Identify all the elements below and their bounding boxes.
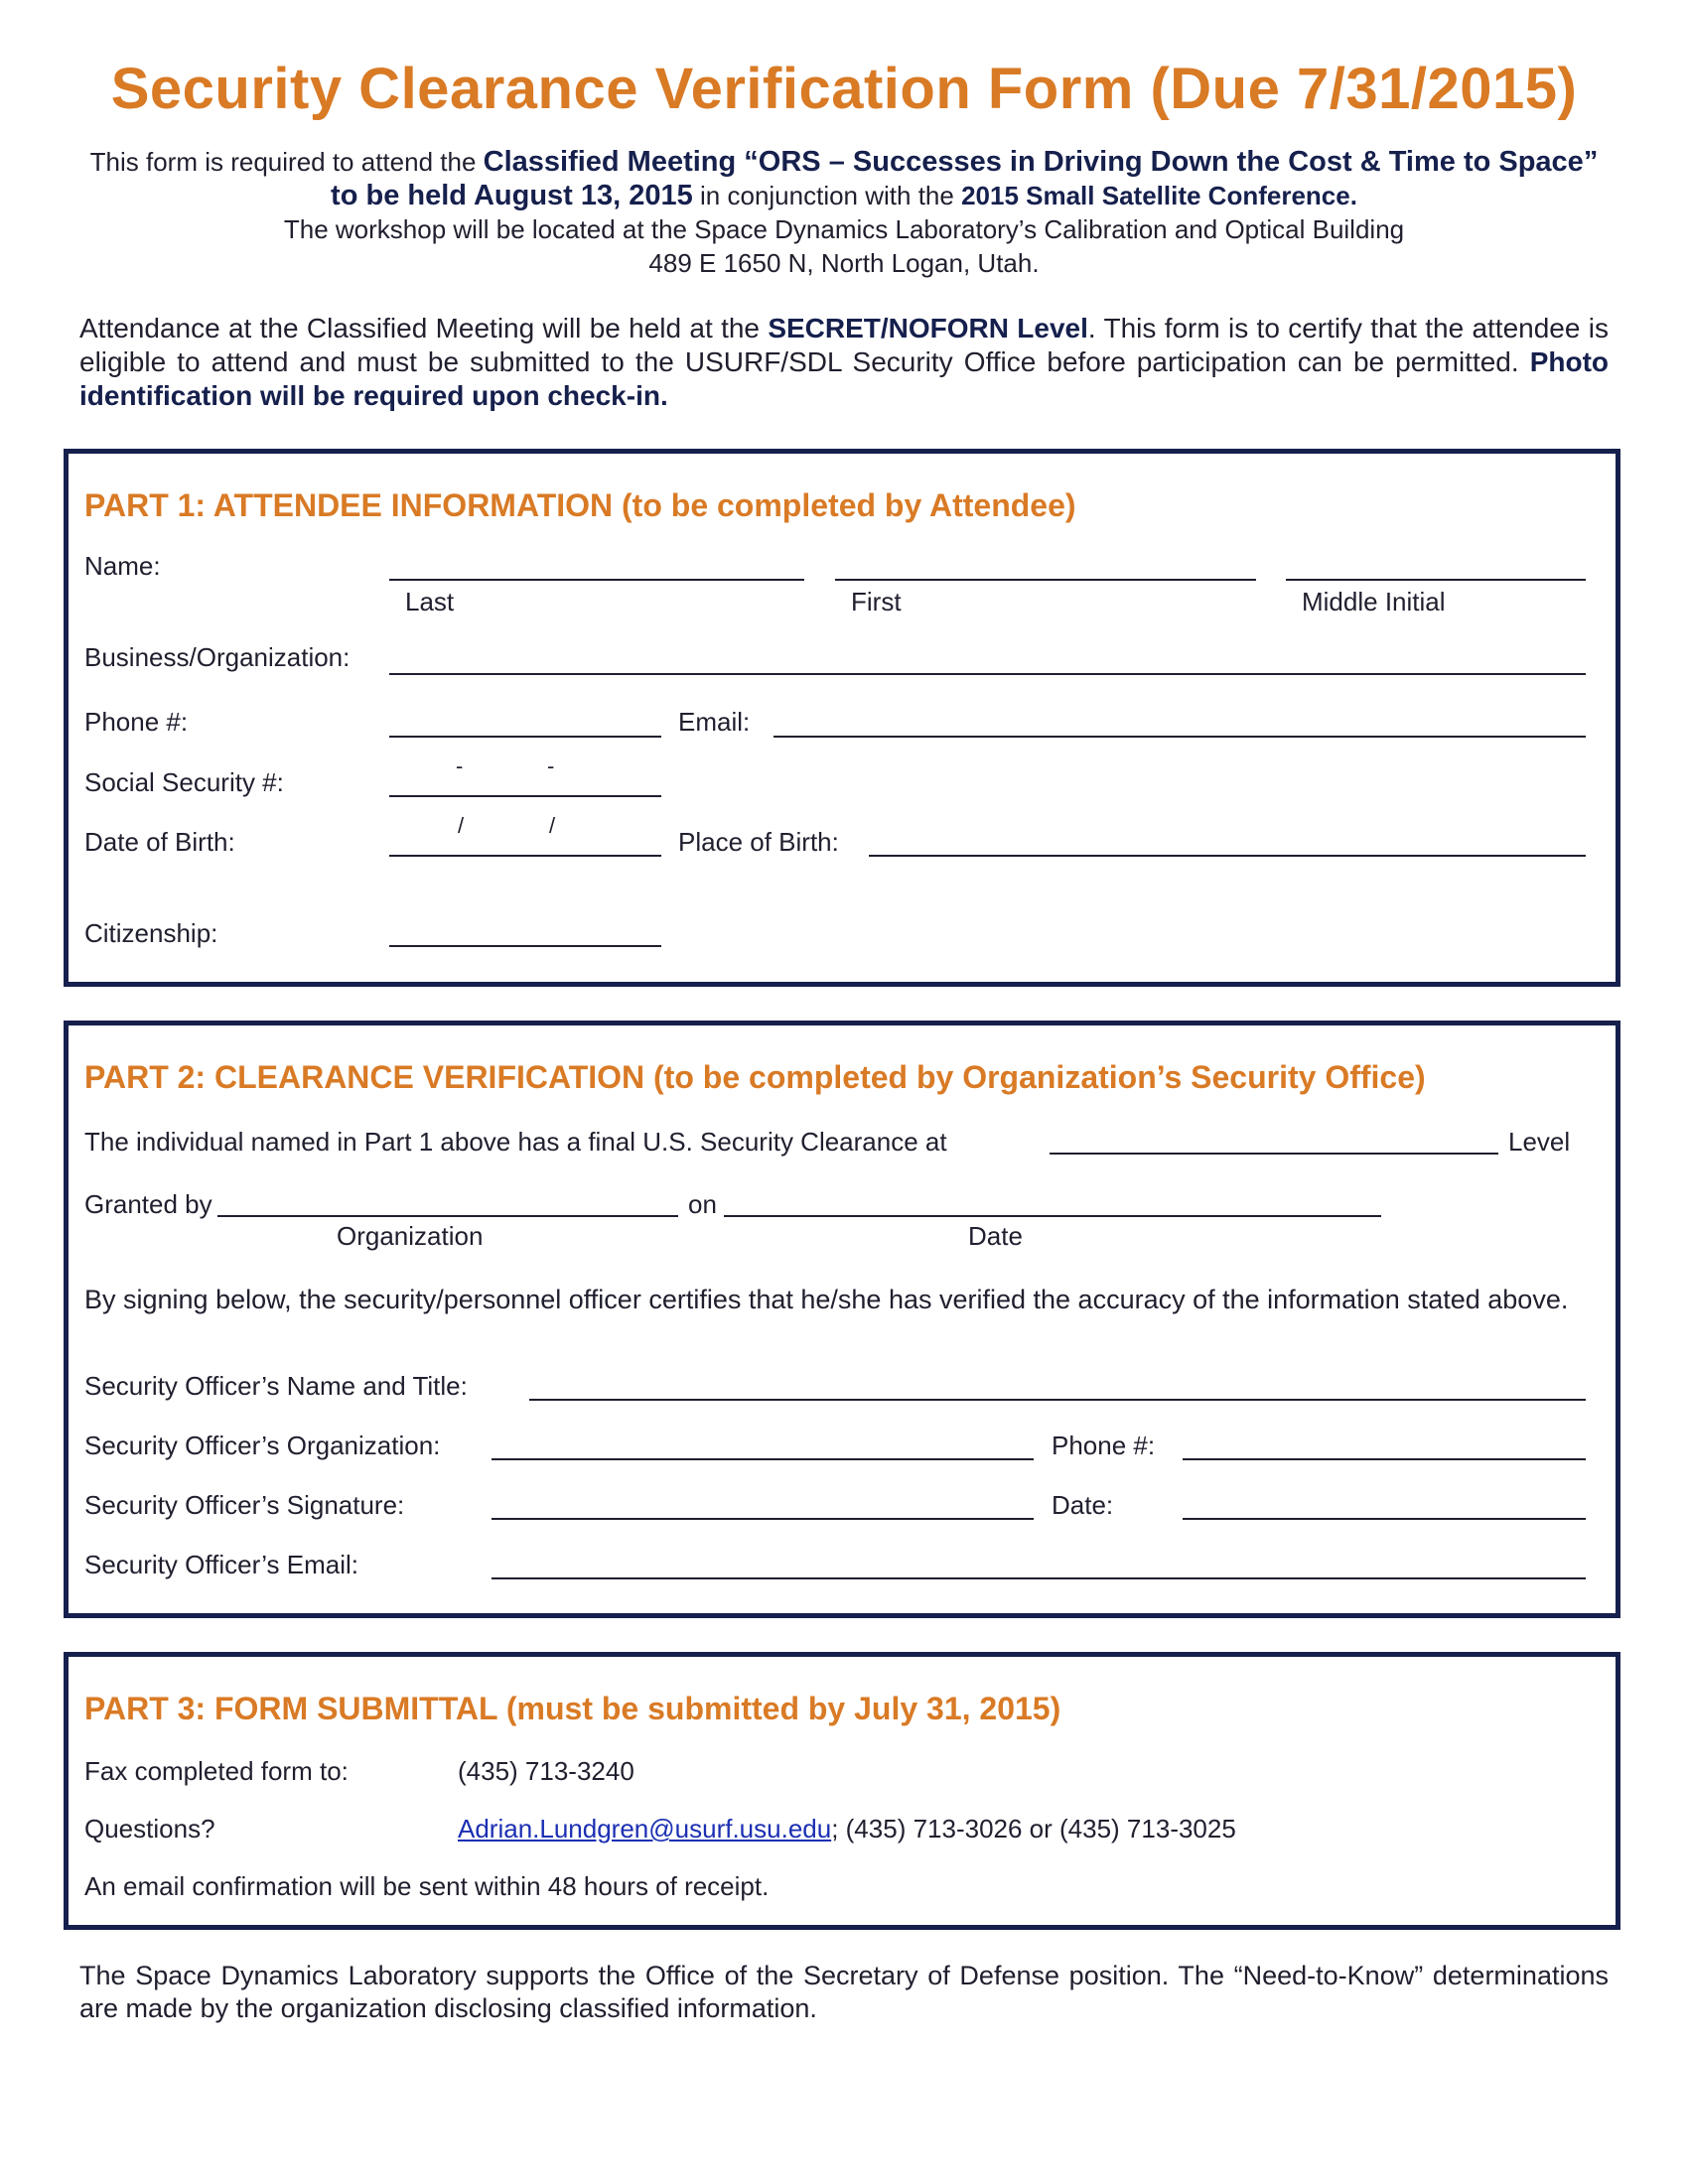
last-name-field[interactable] [389,579,804,581]
confirmation-note: An email confirmation will be sent within 48 hours of receipt. [84,1871,770,1901]
attendance-paragraph [79,312,1609,413]
dob-separator: / [458,813,465,838]
ssn-separator: - [456,753,464,778]
middle-initial-caption: Middle Initial [1302,587,1446,616]
attendance-pre: Attendance at the Classified Meeting will be held at the [79,313,769,343]
citizenship-label: Citizenship: [84,918,218,948]
intro-prefix: This form is required to attend the [89,147,484,177]
clearance-level-text: SECRET/NOFORN Level [768,313,1088,343]
last-caption: Last [405,587,455,616]
officer-phone-field[interactable] [1183,1458,1586,1460]
first-name-field[interactable] [835,579,1256,581]
contact-email-link[interactable]: Adrian.Lundgren@usurf.usu.edu [458,1814,832,1843]
business-field[interactable] [389,673,1586,675]
address-line: 489 E 1650 N, North Logan, Utah. [648,248,1040,278]
attendance-mid: . This form is to certify that the attendee is eligible to attend and must be submitted to the USURF/SDL Security Office before participation can be permitted. [79,313,1609,377]
granted-date-field[interactable] [724,1215,1381,1217]
part2-heading: PART 2: CLEARANCE VERIFICATION (to be completed by Organization’s Security Office) [84,1059,1426,1095]
business-label: Business/Organization: [84,642,351,672]
clearance-statement: The individual named in Part 1 above has a final U.S. Security Clearance at [84,1127,947,1157]
first-caption: First [851,587,902,616]
intro-meeting-text [79,145,1609,212]
questions-label: Questions? [84,1814,215,1843]
officer-name-field[interactable] [529,1399,1586,1401]
officer-date-label: Date: [1052,1490,1114,1520]
photo-id-notice: Photo identification will be required upon check-in. [79,346,1609,411]
name-label: Name: [84,551,161,581]
phone-label: Phone #: [84,707,189,737]
part2-box [64,1021,1620,1618]
officer-signature-field[interactable] [492,1518,1034,1520]
email-label: Email: [678,707,751,737]
fax-label: Fax completed form to: [84,1756,349,1786]
organization-caption: Organization [337,1221,484,1251]
officer-name-label: Security Officer’s Name and Title: [84,1371,468,1401]
officer-org-label: Security Officer’s Organization: [84,1431,441,1460]
footer-note: The Space Dynamics Laboratory supports the Office of the Secretary of Defense position. The “Need-to-Know” determinations are made by the organization disclosing classified information. [79,1961,1609,2023]
level-word: Level [1508,1127,1571,1157]
questions-contact [458,1814,1236,1844]
intro-conjunction: in conjunction with the [692,181,962,210]
part1-box [64,449,1620,987]
part3-heading: PART 3: FORM SUBMITTAL (must be submitted by July 31, 2015) [84,1691,1061,1726]
officer-email-label: Security Officer’s Email: [84,1550,358,1579]
pob-label: Place of Birth: [678,827,839,857]
clearance-level-field[interactable] [1050,1153,1498,1155]
date-caption: Date [968,1221,1023,1251]
certify-text: By signing below, the security/personnel officer certifies that he/she has verified the accuracy of the information stated above. [84,1285,1569,1314]
granted-by-label: Granted by [84,1189,212,1219]
meeting-title: Classified Meeting “ORS – Successes in Driving Down the Cost & Time to Space” to be held August 13, 2015 [331,146,1599,211]
part1-heading: PART 1: ATTENDEE INFORMATION (to be completed by Attendee) [84,487,1076,523]
ssn-field[interactable] [389,795,661,797]
officer-phone-label: Phone #: [1052,1431,1156,1460]
part3-box [64,1652,1620,1930]
ssn-separator: - [547,753,555,778]
phone-field[interactable] [389,736,661,738]
officer-signature-label: Security Officer’s Signature: [84,1490,405,1520]
email-field[interactable] [774,736,1586,738]
officer-date-field[interactable] [1183,1518,1586,1520]
intro-block [79,145,1609,280]
fax-number: (435) 713-3240 [458,1756,634,1786]
conference-name: 2015 Small Satellite Conference. [961,181,1357,210]
ssn-label: Social Security #: [84,767,284,797]
dob-field[interactable] [389,855,661,857]
citizenship-field[interactable] [389,945,661,947]
form-title: Security Clearance Verification Form (Due 7/31/2015) [110,57,1578,121]
officer-org-field[interactable] [492,1458,1034,1460]
granted-by-field[interactable] [217,1215,678,1217]
location-line: The workshop will be located at the Space Dynamics Laboratory’s Calibration and Optical Building [283,214,1405,244]
contact-phones: ; (435) 713-3026 or (435) 713-3025 [831,1814,1236,1843]
middle-initial-field[interactable] [1286,579,1586,581]
dob-separator: / [549,813,556,838]
officer-email-field[interactable] [492,1577,1586,1579]
pob-field[interactable] [869,855,1586,857]
on-label: on [688,1189,717,1219]
dob-label: Date of Birth: [84,827,235,857]
